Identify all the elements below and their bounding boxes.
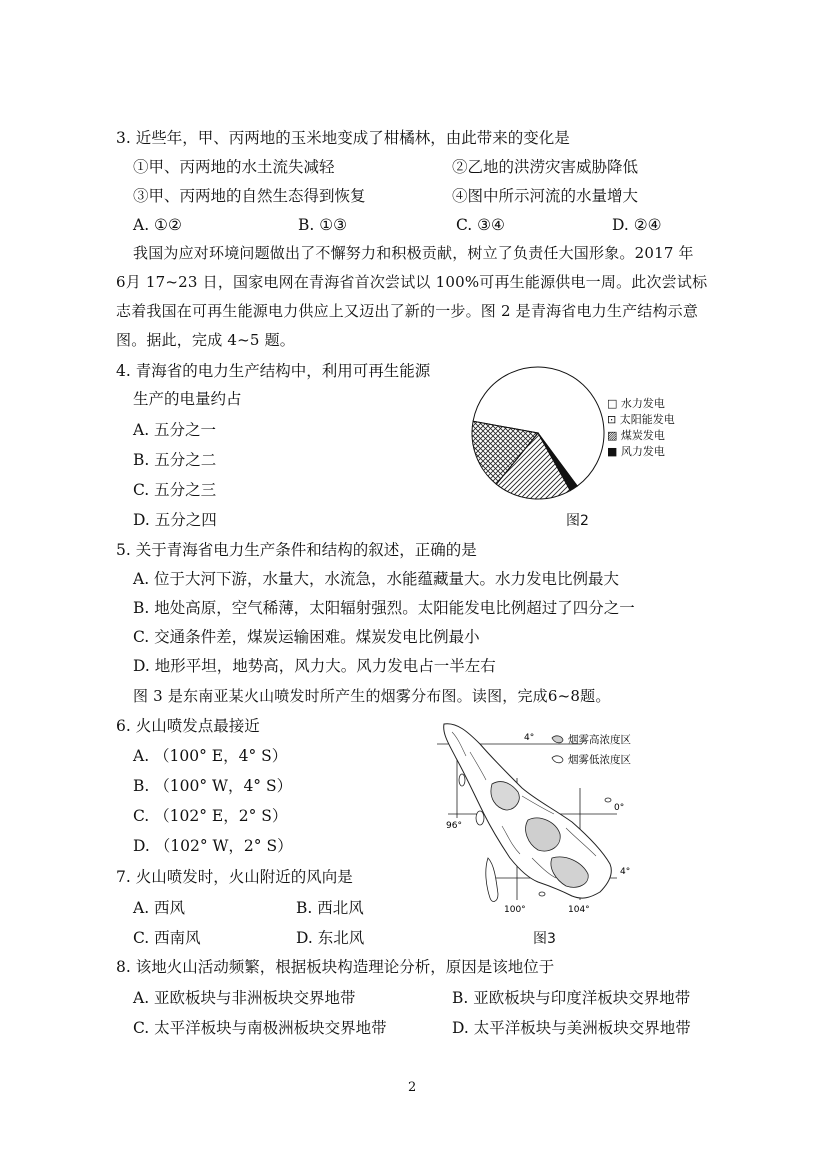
small-island (459, 774, 465, 786)
q5-stem: 5. 关于青海省电力生产条件和结构的叙述，正确的是 (116, 541, 477, 559)
q4-option-c: C. 五分之三 (133, 481, 217, 499)
legend-low-label: 烟雾低浓度区 (568, 754, 631, 766)
legend-high-swatch (552, 736, 563, 743)
q4-option-b: B. 五分之二 (133, 451, 217, 469)
label-lon-100: 100° (504, 905, 526, 915)
q3-option-b: B. ①③ (298, 216, 348, 234)
q6-option-d: D. （102° W，2° S） (133, 837, 293, 855)
q5-option-a: A. 位于大河下游，水量大，水流急，水能蕴藏量大。水力发电比例最大 (133, 570, 620, 588)
q4-option-a: A. 五分之一 (133, 421, 217, 439)
q4-stem-line-1: 4. 青海省的电力生产结构中，利用可再生能源 (116, 362, 431, 380)
intro-4-5-line-1: 我国为应对环境问题做出了不懈努力和积极贡献，树立了负责任大国形象。2017 年 (133, 244, 694, 262)
q7-stem: 7. 火山喷发时，火山附近的风向是 (116, 868, 353, 886)
q5-option-d: D. 地形平坦，地势高，风力大。风力发电占一半左右 (133, 657, 496, 675)
label-lat-0: 0° (614, 803, 625, 813)
figure2-caption: 图2 (566, 513, 589, 529)
q8-option-c: C. 太平洋板块与南极洲板块交界地带 (133, 1019, 387, 1037)
legend-low-swatch (552, 756, 563, 763)
figure3-map (432, 718, 712, 938)
q7-option-d: D. 东北风 (296, 929, 365, 947)
intro-4-5-line-2: 6月 17~23 日，国家电网在青海省首次尝试以 100%可再生能源供电一周。此次尝试标 (116, 273, 708, 291)
q7-option-c: C. 西南风 (133, 929, 201, 947)
intro-4-5-line-4: 图。据此，完成 4~5 题。 (116, 331, 295, 349)
q3-option-c: C. ③④ (456, 216, 505, 234)
legend-coal: ▨ 煤炭发电 (607, 429, 665, 442)
small-island (605, 798, 611, 802)
page-number: 2 (408, 1080, 417, 1095)
q7-option-a: A. 西风 (133, 899, 186, 917)
q6-option-c: C. （102° E，2° S） (133, 807, 288, 825)
q4-option-d: D. 五分之四 (133, 511, 217, 529)
q3-option-d: D. ②④ (612, 216, 662, 234)
q3-statement-4: ④图中所示河流的水量增大 (452, 187, 639, 205)
figure3-caption: 图3 (533, 931, 556, 947)
q8-option-a: A. 亚欧板块与非洲板块交界地带 (133, 989, 356, 1007)
legend-wind: ■ 风力发电 (607, 445, 665, 458)
label-lon-104: 104° (568, 905, 590, 915)
figure2-pie-chart (468, 366, 608, 500)
label-lat-4n: 4° (524, 733, 535, 743)
q5-option-c: C. 交通条件差，煤炭运输困难。煤炭发电比例最小 (133, 628, 480, 646)
label-lat-4s: 4° (620, 867, 631, 877)
q7-option-b: B. 西北风 (296, 899, 364, 917)
intro-6-8: 图 3 是东南亚某火山喷发时所产生的烟雾分布图。读图，完成6~8题。 (133, 687, 611, 705)
intro-4-5-line-3: 志着我国在可再生能源电力供应上又迈出了新的一步。图 2 是青海省电力生产结构示意 (116, 302, 699, 320)
legend-hydro: □ 水力发电 (607, 397, 665, 410)
q8-stem: 8. 该地火山活动频繁，根据板块构造理论分析，原因是该地位于 (116, 958, 555, 976)
small-island (486, 858, 498, 901)
q8-option-d: D. 太平洋板块与美洲板块交界地带 (452, 1019, 691, 1037)
q3-option-a: A. ①② (133, 216, 182, 234)
legend-high-label: 烟雾高浓度区 (568, 734, 631, 746)
q3-statement-2: ②乙地的洪涝灾害威胁降低 (452, 158, 639, 176)
q3-stem: 3. 近些年，甲、丙两地的玉米地变成了柑橘林，由此带来的变化是 (116, 129, 570, 147)
legend-solar: ⊡ 太阳能发电 (607, 413, 675, 426)
q4-stem-line-2: 生产的电量约占 (133, 390, 242, 408)
small-island (476, 811, 484, 825)
q8-option-b: B. 亚欧板块与印度洋板块交界地带 (452, 989, 691, 1007)
label-lon-96: 96° (446, 821, 462, 831)
q3-statement-3: ③甲、丙两地的自然生态得到恢复 (133, 187, 366, 205)
q6-option-b: B. （100° W，4° S） (133, 777, 293, 795)
q6-option-a: A. （100° E，4° S） (133, 747, 288, 765)
q3-statement-1: ①甲、丙两地的水土流失减轻 (133, 158, 335, 176)
q5-option-b: B. 地处高原，空气稀薄，太阳辐射强烈。太阳能发电比例超过了四分之一 (133, 599, 635, 617)
small-island (539, 892, 545, 896)
q6-stem: 6. 火山喷发点最接近 (116, 717, 260, 735)
